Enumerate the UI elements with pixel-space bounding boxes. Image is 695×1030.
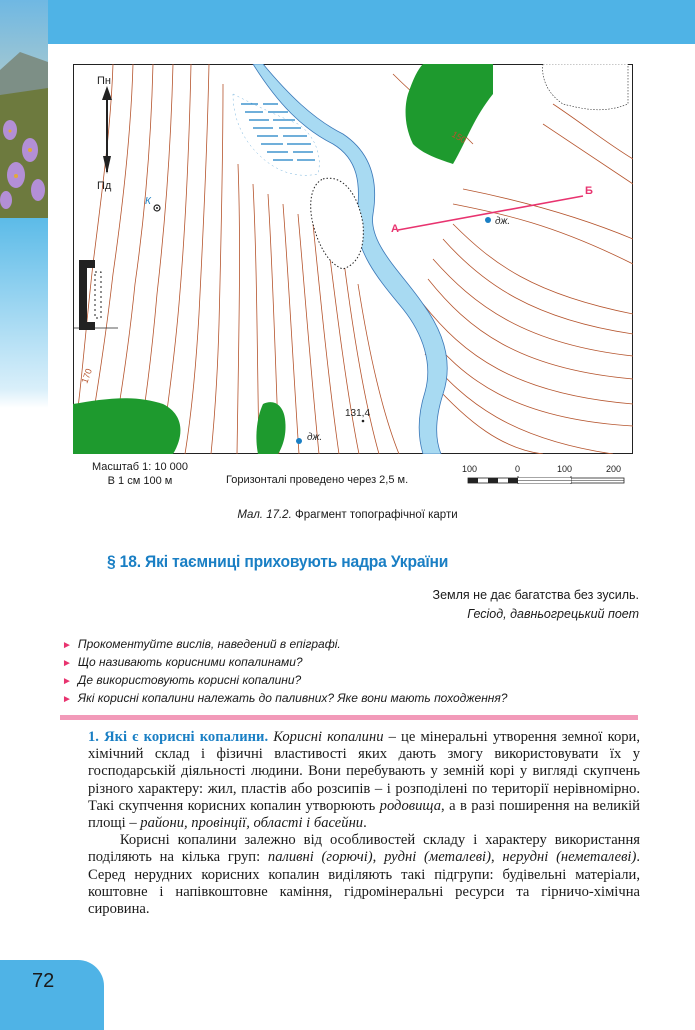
question-text: Де використовують корисні копалини?: [77, 673, 302, 687]
north-label: Пн: [97, 75, 111, 87]
paragraph-text: .: [363, 815, 367, 832]
well-marker-2: [296, 438, 302, 444]
scale-tick-100-left: 100: [462, 464, 478, 474]
south-label: Пд: [97, 180, 112, 192]
map-scale: [92, 460, 188, 488]
paragraph-text: – це мінеральні утворення земної кори, хімічний склад і фізичні властивості яких дають змогу використовувати їх у господарській діяльності людини. Вони перебувають у земній корі у вигляді скупчень різного характеру: жил, пластів або розсипів – і розподілені по території нерівномірно. Такі скупчення корисних копалин утворюють: [88, 729, 640, 814]
term: родовища: [379, 797, 442, 814]
page-number: 72: [32, 970, 55, 992]
section-title: § 18. Які таємниці приховують надра України: [107, 552, 449, 571]
scale-bar: [460, 462, 630, 488]
term: нерудні (неметалеві): [502, 849, 637, 866]
bullet-triangle-icon: ►: [62, 640, 72, 651]
paragraph-text: Корисні копалини залежно від особливостей складу і характеру використання поділяють на кілька груп:: [88, 832, 641, 866]
bullet-triangle-icon: ►: [62, 676, 72, 687]
scale-tick-0: 0: [515, 464, 521, 474]
scale-per-cm: В 1 см 100 м: [107, 475, 173, 487]
paragraph-text: . Серед нерудних корисних копалин виділяють такі підгрупи: будівельні матеріали, коштовне і напівкоштовне каміння, гідромінеральні ресурси та гірничо-хімічна сировина.: [88, 849, 640, 918]
scale-tick-200: 200: [606, 464, 622, 474]
spring-label: К: [145, 196, 151, 207]
paragraph-text: ,: [372, 849, 385, 866]
body-text: [88, 729, 640, 918]
paragraph-2: [88, 832, 640, 918]
spot-height-label: 131,4: [345, 408, 371, 419]
question-text: Прокоментуйте вислів, наведений в епіграфі.: [77, 637, 341, 651]
term: Корисні копалини: [273, 729, 384, 745]
paragraph-1: [88, 729, 640, 832]
well-label-1: дж.: [495, 216, 511, 227]
paragraph-text: ,: [490, 849, 503, 866]
side-band: [0, 218, 48, 408]
question-text: Що називають корисними копалинами?: [77, 655, 303, 669]
question-item: [62, 636, 507, 654]
decorative-photo: [0, 0, 48, 218]
divider: [60, 715, 638, 720]
forest-bottom-left: [73, 398, 180, 454]
contour-interval-note: Горизонталі проведено через 2,5 м.: [226, 474, 409, 486]
scale-ratio: Масштаб 1: 10 000: [92, 461, 188, 473]
question-item: [62, 690, 507, 708]
elevation-label-170: 170: [79, 367, 95, 385]
question-list: [62, 636, 507, 708]
figure-caption: [0, 509, 695, 521]
topographic-map: [73, 64, 633, 454]
caption-text: Фрагмент топографічної карти: [294, 509, 458, 521]
spring-dot: [156, 207, 158, 209]
well-label-2: дж.: [307, 432, 323, 443]
epigraph-author: Гесіод, давньогрецький поет: [467, 607, 639, 621]
question-item: [62, 672, 507, 690]
top-band: [0, 0, 695, 44]
scale-tick-100: 100: [557, 464, 573, 474]
forest-bottom-mid: [256, 402, 285, 454]
elevation-label-150: 150: [450, 129, 469, 146]
well-marker-1: [485, 217, 491, 223]
term: рудні (металеві): [384, 849, 491, 866]
subsection-heading: 1. Які є корисні копалини.: [88, 729, 269, 745]
profile-label-a: А: [391, 223, 399, 235]
question-text: Які корисні копалини належать до паливних? Яке вони мають походження?: [77, 691, 508, 705]
bullet-triangle-icon: ►: [62, 694, 72, 705]
profile-label-b: Б: [585, 185, 593, 197]
spot-height-dot: [362, 420, 365, 423]
term: райони, провінції, області і басейни: [140, 815, 364, 832]
question-item: [62, 654, 507, 672]
paragraph-text: , а в разі поширення на великій площі –: [88, 797, 640, 832]
bullet-triangle-icon: ►: [62, 658, 72, 669]
caption-number: Мал. 17.2.: [237, 509, 292, 521]
term: паливні (горючі): [267, 849, 373, 866]
epigraph-quote: Земля не дає багатства без зусиль.: [432, 588, 639, 602]
